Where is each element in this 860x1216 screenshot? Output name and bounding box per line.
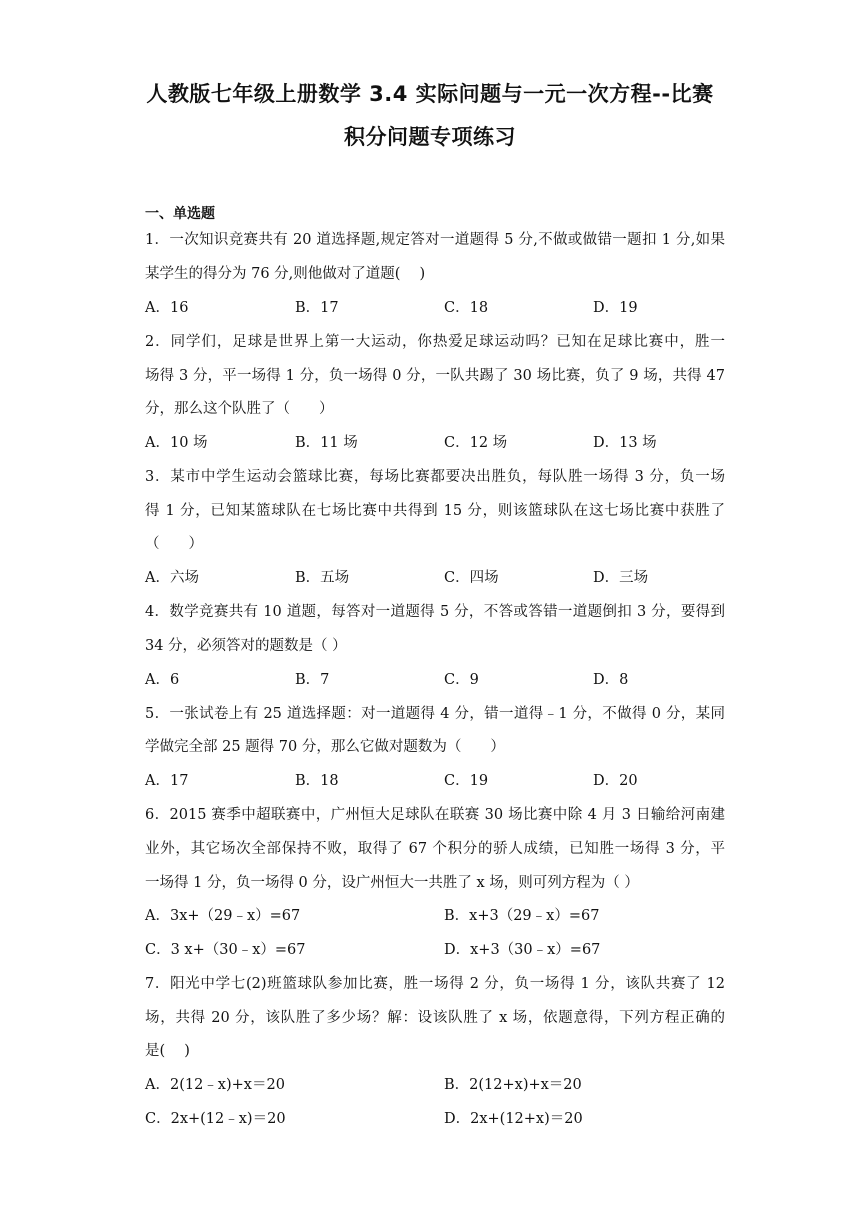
question-1-line-1: 1．一次知识竞赛共有 20 道选择题,规定答对一道题得 5 分,不做或做错一题扣 1 分,如果 — [145, 232, 725, 248]
question-2-option-b: B．11 场 — [295, 435, 358, 451]
question-6-option-d: D．x+3（30﹣x）=67 — [444, 942, 601, 958]
question-7-option-c: C．2x+(12﹣x)＝20 — [145, 1111, 286, 1127]
question-5-option-c: C．19 — [444, 773, 489, 789]
question-7-line-2: 场，共得 20 分，该队胜了多少场？解：设该队胜了 x 场，依题意得，下列方程正确的 — [145, 1010, 725, 1026]
question-1-line-2: 某学生的得分为 76 分,则他做对了道题( ) — [145, 266, 426, 282]
question-2-option-a: A．10 场 — [145, 435, 208, 451]
question-2-line-1: 2．同学们，足球是世界上第一大运动，你热爱足球运动吗？已知在足球比赛中，胜一 — [145, 334, 725, 350]
question-7-option-b: B．2(12+x)+x＝20 — [444, 1077, 582, 1093]
question-2-option-c: C．12 场 — [444, 435, 508, 451]
question-4-line-2: 34 分，必须答对的题数是（ ） — [145, 638, 347, 654]
question-6-option-c: C．3 x+（30﹣x）=67 — [145, 942, 306, 958]
question-3-option-b: B．五场 — [295, 570, 350, 586]
question-5-option-a: A．17 — [145, 773, 189, 789]
question-7-option-d: D．2x+(12+x)＝20 — [444, 1111, 583, 1127]
question-3-option-d: D．三场 — [593, 570, 649, 586]
question-3-line-2: 得 1 分，已知某篮球队在七场比赛中共得到 15 分，则该篮球队在这七场比赛中获胜了 — [145, 503, 725, 519]
section-heading: 一、单选题 — [145, 206, 215, 222]
page-title-line-1: 人教版七年级上册数学 3.4 实际问题与一元一次方程--比赛 — [146, 82, 714, 106]
question-1-option-d: D．19 — [593, 300, 638, 316]
question-3-option-c: C．四场 — [444, 570, 499, 586]
question-6-line-1: 6．2015 赛季中超联赛中，广州恒大足球队在联赛 30 场比赛中除 4 月 3 日输给河南建 — [145, 807, 725, 823]
question-1-option-c: C．18 — [444, 300, 489, 316]
question-6-option-a: A．3x+（29﹣x）=67 — [145, 908, 301, 924]
question-1-option-b: B．17 — [295, 300, 339, 316]
question-4-option-b: B．7 — [295, 672, 330, 688]
question-2-option-d: D．13 场 — [593, 435, 657, 451]
question-5-option-d: D．20 — [593, 773, 638, 789]
question-6-option-b: B．x+3（29﹣x）=67 — [444, 908, 600, 924]
question-4-option-a: A．6 — [145, 672, 180, 688]
page-title-line-2: 积分问题专项练习 — [344, 125, 516, 149]
question-4-line-1: 4．数学竞赛共有 10 道题，每答对一道题得 5 分，不答或答错一道题倒扣 3 分，要得到 — [145, 604, 725, 620]
question-3-line-3: （ ） — [145, 536, 203, 552]
question-7-option-a: A．2(12﹣x)+x＝20 — [145, 1077, 285, 1093]
question-1-option-a: A．16 — [145, 300, 189, 316]
question-3-option-a: A．六场 — [145, 570, 199, 586]
question-4-option-c: C．9 — [444, 672, 479, 688]
question-5-line-1: 5．一张试卷上有 25 道选择题：对一道题得 4 分，错一道得﹣1 分，不做得 0 分，某同 — [145, 706, 725, 722]
question-5-line-2: 学做完全部 25 题得 70 分，那么它做对题数为（ ） — [145, 739, 505, 755]
question-7-line-1: 7．阳光中学七(2)班篮球队参加比赛，胜一场得 2 分，负一场得 1 分，该队共赛了 12 — [145, 976, 725, 992]
question-6-line-3: 一场得 1 分，负一场得 0 分，设广州恒大一共胜了 x 场，则可列方程为（ ） — [145, 875, 639, 891]
question-2-line-3: 分，那么这个队胜了（ ） — [145, 401, 334, 417]
question-6-line-2: 业外，其它场次全部保持不败，取得了 67 个积分的骄人成绩，已知胜一场得 3 分，平 — [145, 841, 725, 857]
question-2-line-2: 场得 3 分，平一场得 1 分，负一场得 0 分，一队共踢了 30 场比赛，负了 9 场，共得 47 — [145, 368, 725, 384]
question-5-option-b: B．18 — [295, 773, 339, 789]
question-7-line-3: 是( ) — [145, 1043, 190, 1059]
question-4-option-d: D．8 — [593, 672, 629, 688]
question-3-line-1: 3．某市中学生运动会篮球比赛，每场比赛都要决出胜负，每队胜一场得 3 分，负一场 — [145, 469, 725, 485]
